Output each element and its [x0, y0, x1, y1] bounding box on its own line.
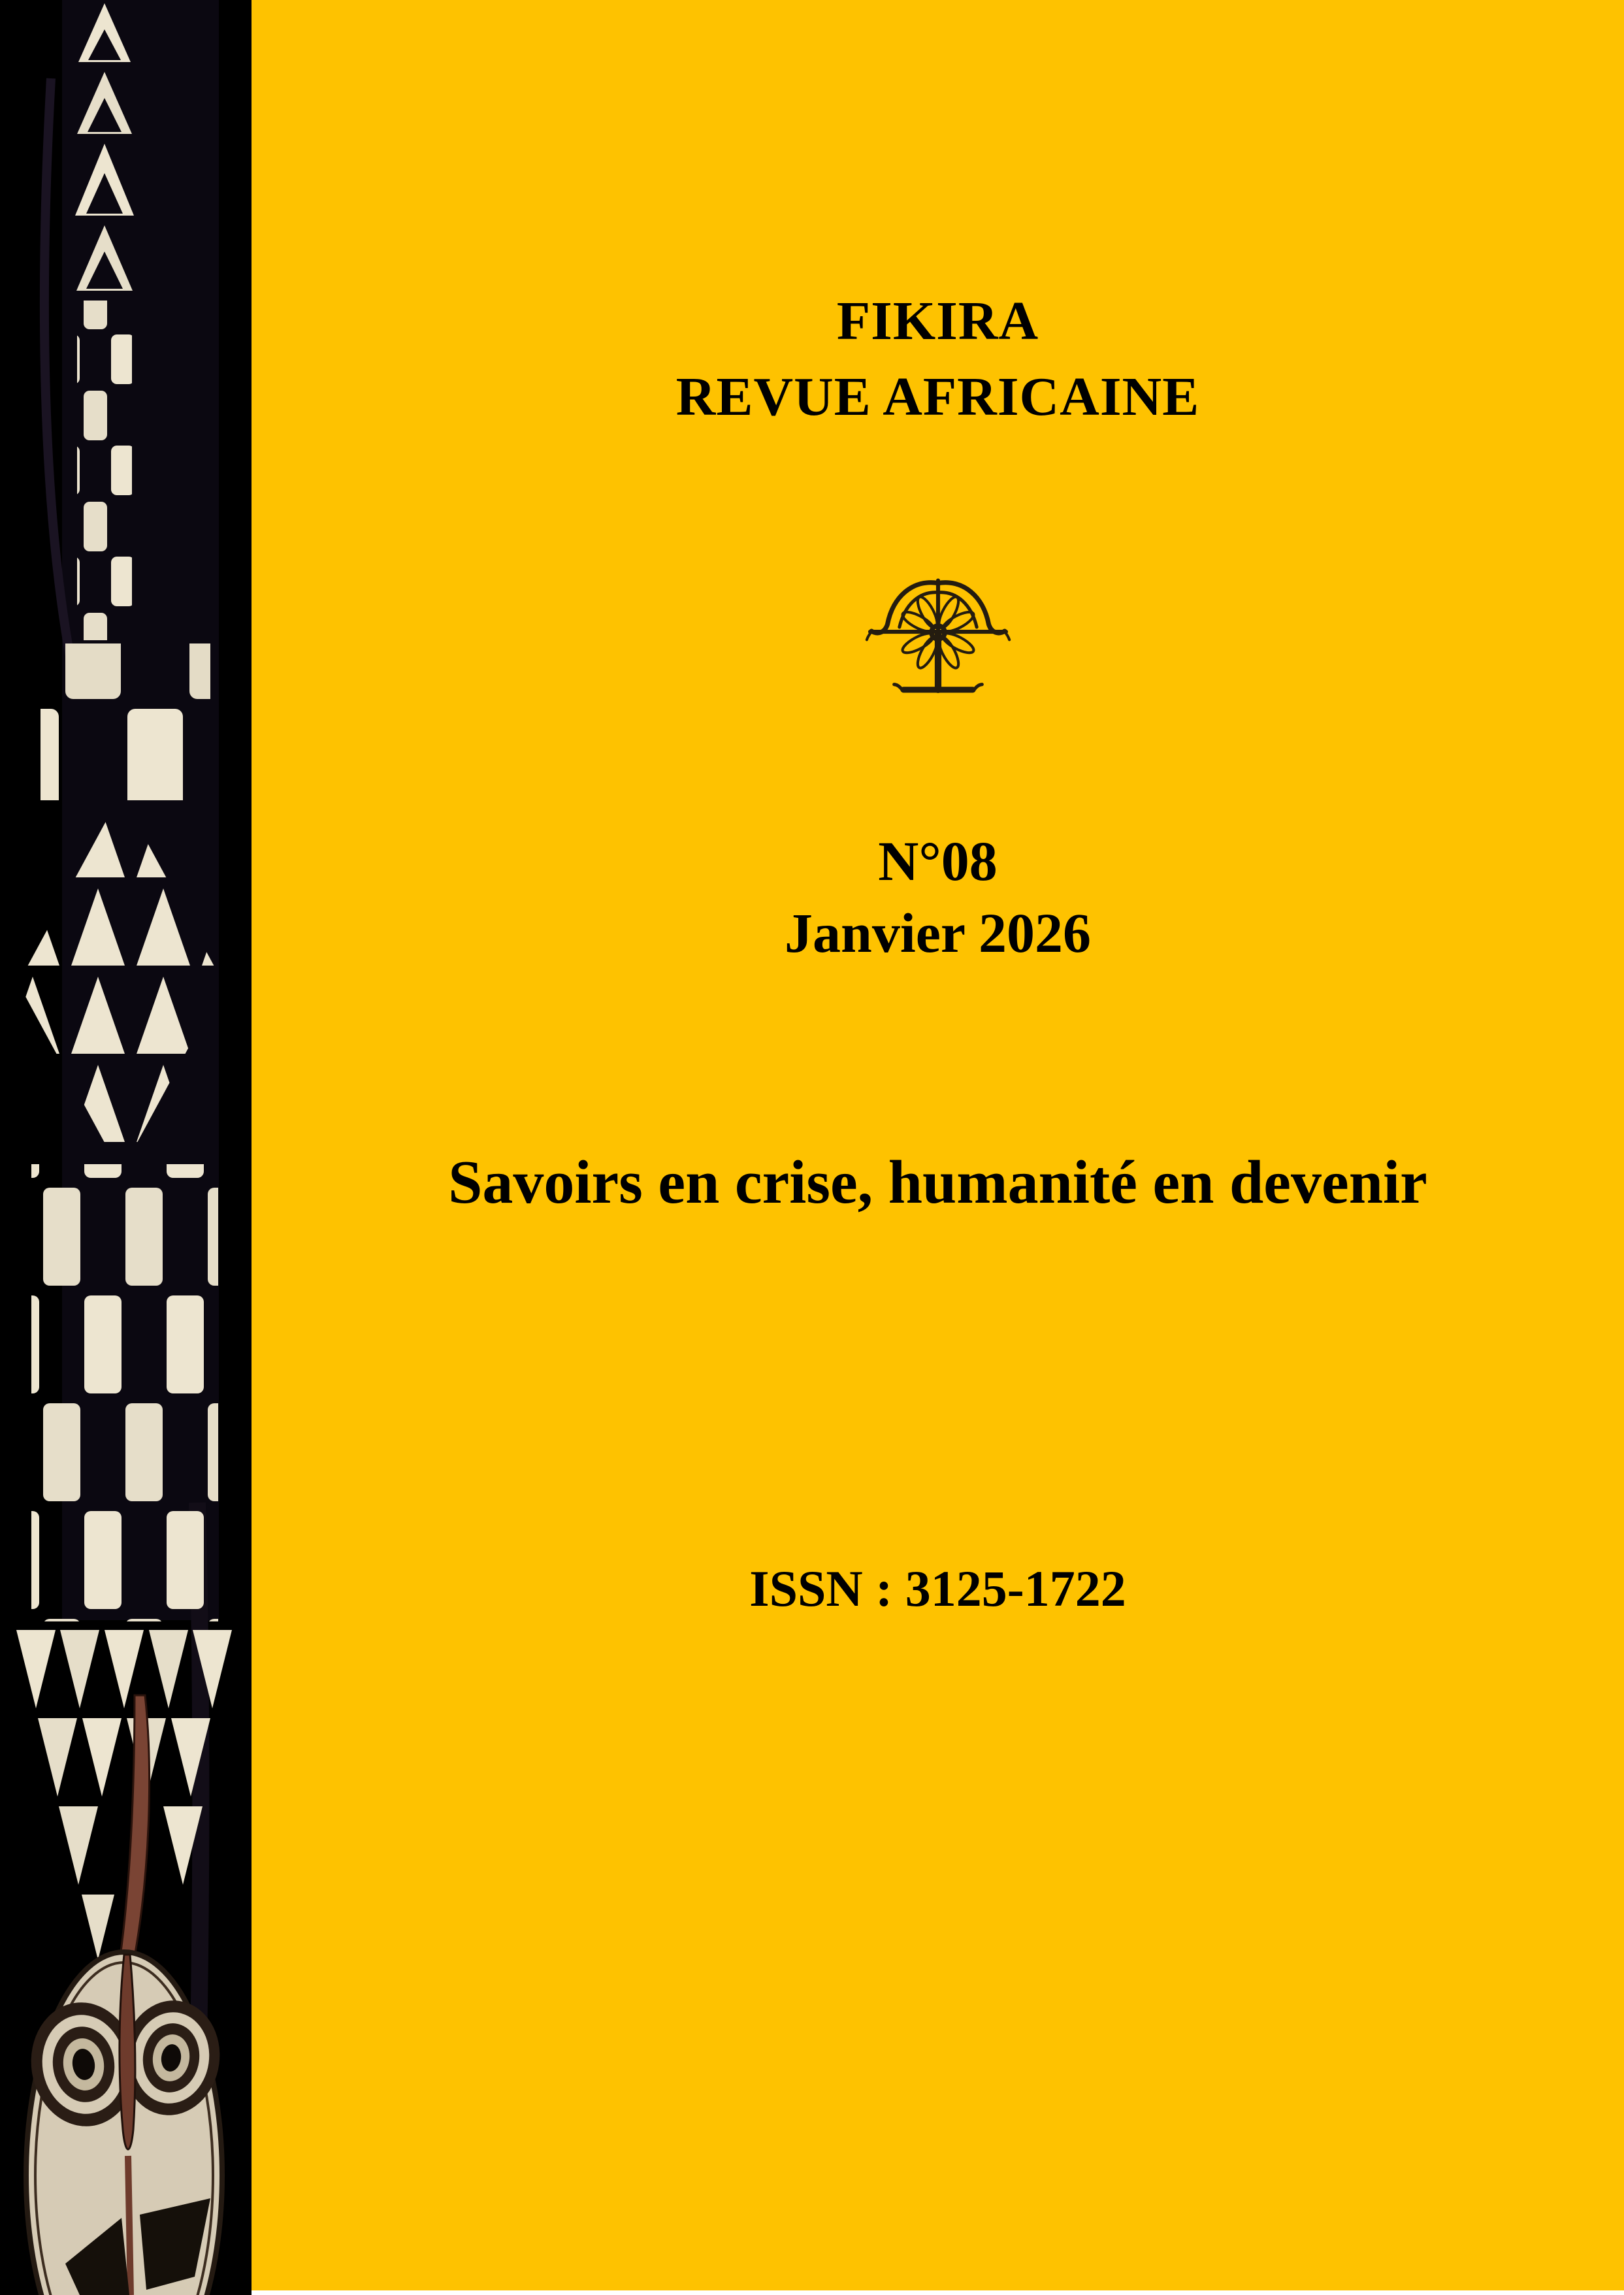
issue-date: Janvier 2026 [784, 902, 1091, 964]
cover-theme-title: Savoirs en crise, humanité en devenir [448, 1148, 1427, 1216]
african-artifact-sidebar [0, 0, 252, 2295]
issue-block [252, 825, 1624, 969]
masthead [252, 284, 1624, 435]
cover-content [252, 0, 1624, 2295]
journal-title: FIKIRA [836, 291, 1039, 351]
issue-number: N°08 [878, 830, 998, 892]
page-bottom-edge [252, 2290, 1624, 2295]
african-artifact-image [0, 0, 252, 2295]
logo [252, 563, 1624, 696]
issn: ISSN : 3125-1722 [749, 1560, 1126, 1617]
journal-subtitle: REVUE AFRICAINE [675, 366, 1200, 427]
palaver-tree-icon [864, 563, 1012, 696]
